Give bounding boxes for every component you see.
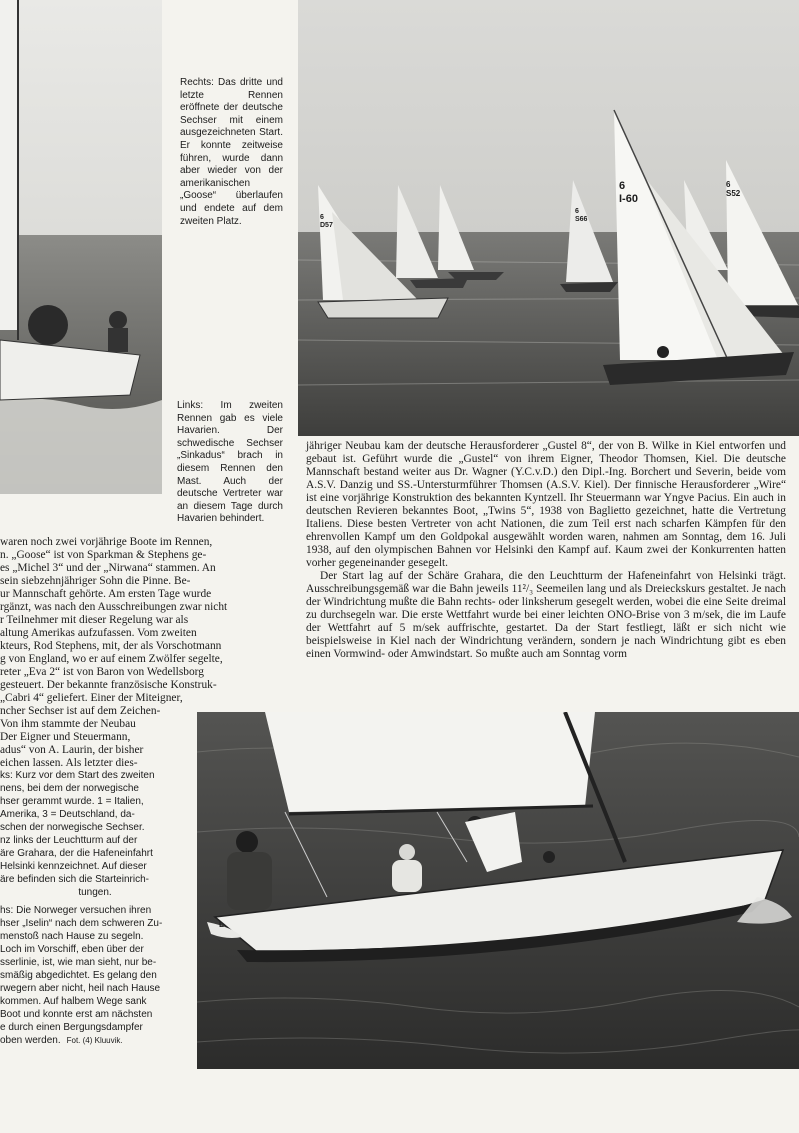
article-line: rgänzt, was nach den Ausschreibungen zwar nicht — [0, 601, 228, 613]
photo-iselin-closeup — [197, 712, 799, 1069]
bow-letter: L — [219, 920, 224, 929]
article-line: es „Michel 3“ und der „Nirwana“ stammen. An — [0, 562, 216, 574]
photo-fleet-race — [298, 0, 799, 436]
article-line: eichen lassen. Als letzter dies- — [0, 757, 138, 769]
caption-line: Amerika, 3 = Deutschland, da- — [0, 809, 135, 820]
caption-line: smäßig abgedichtet. Es gelang den — [0, 970, 157, 981]
caption-line: äre befinden sich die Starteinrich- — [0, 874, 149, 885]
sail-number-mid: 6 S66 — [575, 208, 588, 223]
caption-line: Boot und konnte erst am nächsten — [0, 1009, 153, 1020]
article-line: ur Mannschaft gehörte. Am ersten Tage wurde — [0, 588, 212, 600]
article-line: reter „Eva 2“ ist von Baron von Wedellsborg — [0, 666, 204, 678]
caption-line: rwegern aber nicht, heil nach Hause — [0, 983, 161, 994]
caption-line: e durch einen Bergungsdampfer — [0, 1022, 143, 1033]
caption-line: menstoß nach Hause zu segeln. — [0, 931, 144, 942]
article-line: n. „Goose“ ist von Sparkman & Stephens ge- — [0, 549, 207, 561]
caption-line: kommen. Auf halbem Wege sank — [0, 996, 147, 1007]
article-line: Der Eigner und Steuermann, — [0, 731, 131, 743]
article-line: „Cabri 4“ geliefert. Einer der Miteigner, — [0, 692, 183, 704]
caption-line: Loch im Vorschiff, eben über der — [0, 944, 144, 955]
article-line: altung Amerikas aufzufassen. Vom zweiten — [0, 627, 197, 639]
caption-line: nens, bei dem der norwegische — [0, 783, 139, 794]
article-line: ncher Sechser ist auf dem Zeichen- — [0, 705, 161, 717]
caption-line: hser „Iselin“ nach dem schweren Zu- — [0, 918, 163, 929]
sail-number-left: 6 D57 — [320, 214, 333, 229]
article-paragraph: Der Start lag auf der Schäre Grahara, die den Leuchtturm der Hafeneinfahrt von Helsinki trägt. Ausschreibungsgemäß war die Bahn jeweils 11²/₃ Seemeilen lang und als Dreieckskurs gestaltet. Je nach der Windrichtung mußte die Bahn rechts- oder linksherum gesegelt werden, wobei die eine Seite dreimal zu durchsegeln war. Die erste Wettfahrt wurde bei einer leichten ONO-Brise von 3 m/sek, die im Laufe der Wettfahrt auf 5 m/sek auffrischte, gestartet. Da der Start festliegt, läßt er sich nicht wie beispielsweise in Kiel nach der Windrichtung verändern, sondern je nach Windrichtung gibt es eben einen Vormwind- oder Amwindstart. So mußte auch am Sonntag vorm — [306, 570, 786, 660]
caption-line: hser gerammt wurde. 1 = Italien, — [0, 796, 144, 807]
caption-line: Helsinki kennzeichnet. Auf dieser — [0, 861, 147, 872]
caption-middle-left-photo: Links: Im zweiten Rennen gab es viele Havarien. Der schwedische Sechser „Sinkadus“ brach in diesem Rennen den Mast. Auch der deutsche Vertreter war an diesem Tage durch Havarien behindert. — [177, 400, 283, 525]
caption-line: sserlinie, ist, wie man sieht, nur be- — [0, 957, 157, 968]
photo-top-left-yacht — [0, 0, 162, 494]
sail-number-lead: 6 I-60 — [619, 180, 638, 205]
article-line: kteurs, Rod Stephens, mit, der als Vorschotmann — [0, 640, 222, 652]
article-line: r Teilnehmer mit dieser Regelung war als — [0, 614, 189, 626]
article-right-column — [306, 440, 786, 661]
caption-norwegian-iselin — [0, 905, 196, 1048]
caption-line — [0, 1035, 196, 1048]
article-line: waren noch zwei vorjährige Boote im Rennen, — [0, 536, 213, 548]
caption-line: schen der norwegische Sechser. — [0, 822, 145, 833]
article-paragraph: jähriger Neubau kam der deutsche Herausforderer „Gustel 8“, der von B. Wilke in Kiel entworfen und gebaut ist. Geführt wurde die „Gustel“ von ihrem Eigner, Theodor Thomsen, Kiel. Die deutsche Mannschaft bestand weiter aus Dr. Wagner (Y.C.v.D.) den Dipl.-Ing. Borchert und Severin, beide vom A.S.V. Danzig und SS.-Untersturmführer Thomsen (A.S.V. Kiel). Der finnische Herausforderer „Wire“ ist eine vorjährige Konstruktion des bekannten Kyntzell. Ihr Steuermann war Yngve Pacius. Ein auch in deutschen Revieren bekanntes Boot, „Twins 5“, 1938 von Baglietto gezeichnet, hatte die Vertretung Italiens. Diese besten Vertreter von acht Nationen, die zum Teil erst nach scharfen Kämpfen für den ehrenvollen Kampf um den Goldpokal ausgewählt worden waren, nahmen am Sonntag, dem 16. Juli 1938, auf den olympischen Bahnen vor Helsinki den Kampf auf. Kaum zwei der Konkurrenten hatten vorher gegeneinander gesegelt. — [306, 440, 786, 569]
caption-line: tungen. — [78, 887, 112, 898]
caption-line: hs: Die Norweger versuchen ihren — [0, 905, 152, 916]
article-line: g von England, wo er auf einem Zwölfer segelte, — [0, 653, 223, 665]
photo-credit: Fot. (4) Kluuvik. — [66, 1036, 123, 1045]
article-left-column — [0, 536, 265, 770]
article-line: adus“ von A. Laurin, der bisher — [0, 744, 144, 756]
caption-line: nz links der Leuchtturm auf der — [0, 835, 138, 846]
article-line: gesteuert. Der bekannte französische Konstruk- — [0, 679, 217, 691]
caption-line: ks: Kurz vor dem Start des zweiten — [0, 770, 155, 781]
article-line: sein siebzehnjähriger Sohn die Pinne. Be- — [0, 575, 191, 587]
article-line: Von ihm stammte der Neubau — [0, 718, 136, 730]
caption-top-right-photo: Rechts: Das dritte und letzte Rennen eröffnete der deutsche Sechser mit einem ausgezeichneten Start. Er konnte zeitweise führen, wurde dann aber wieder von der amerikanischen „Goose“ überlaufen und endete auf dem zweiten Platz. — [180, 77, 283, 227]
sail-number-right: 6 S52 — [726, 180, 741, 198]
caption-line-text: oben werden. — [0, 1035, 61, 1046]
caption-start-second-race — [0, 770, 190, 900]
caption-line: äre Grahara, der die Hafeneinfahrt — [0, 848, 153, 859]
